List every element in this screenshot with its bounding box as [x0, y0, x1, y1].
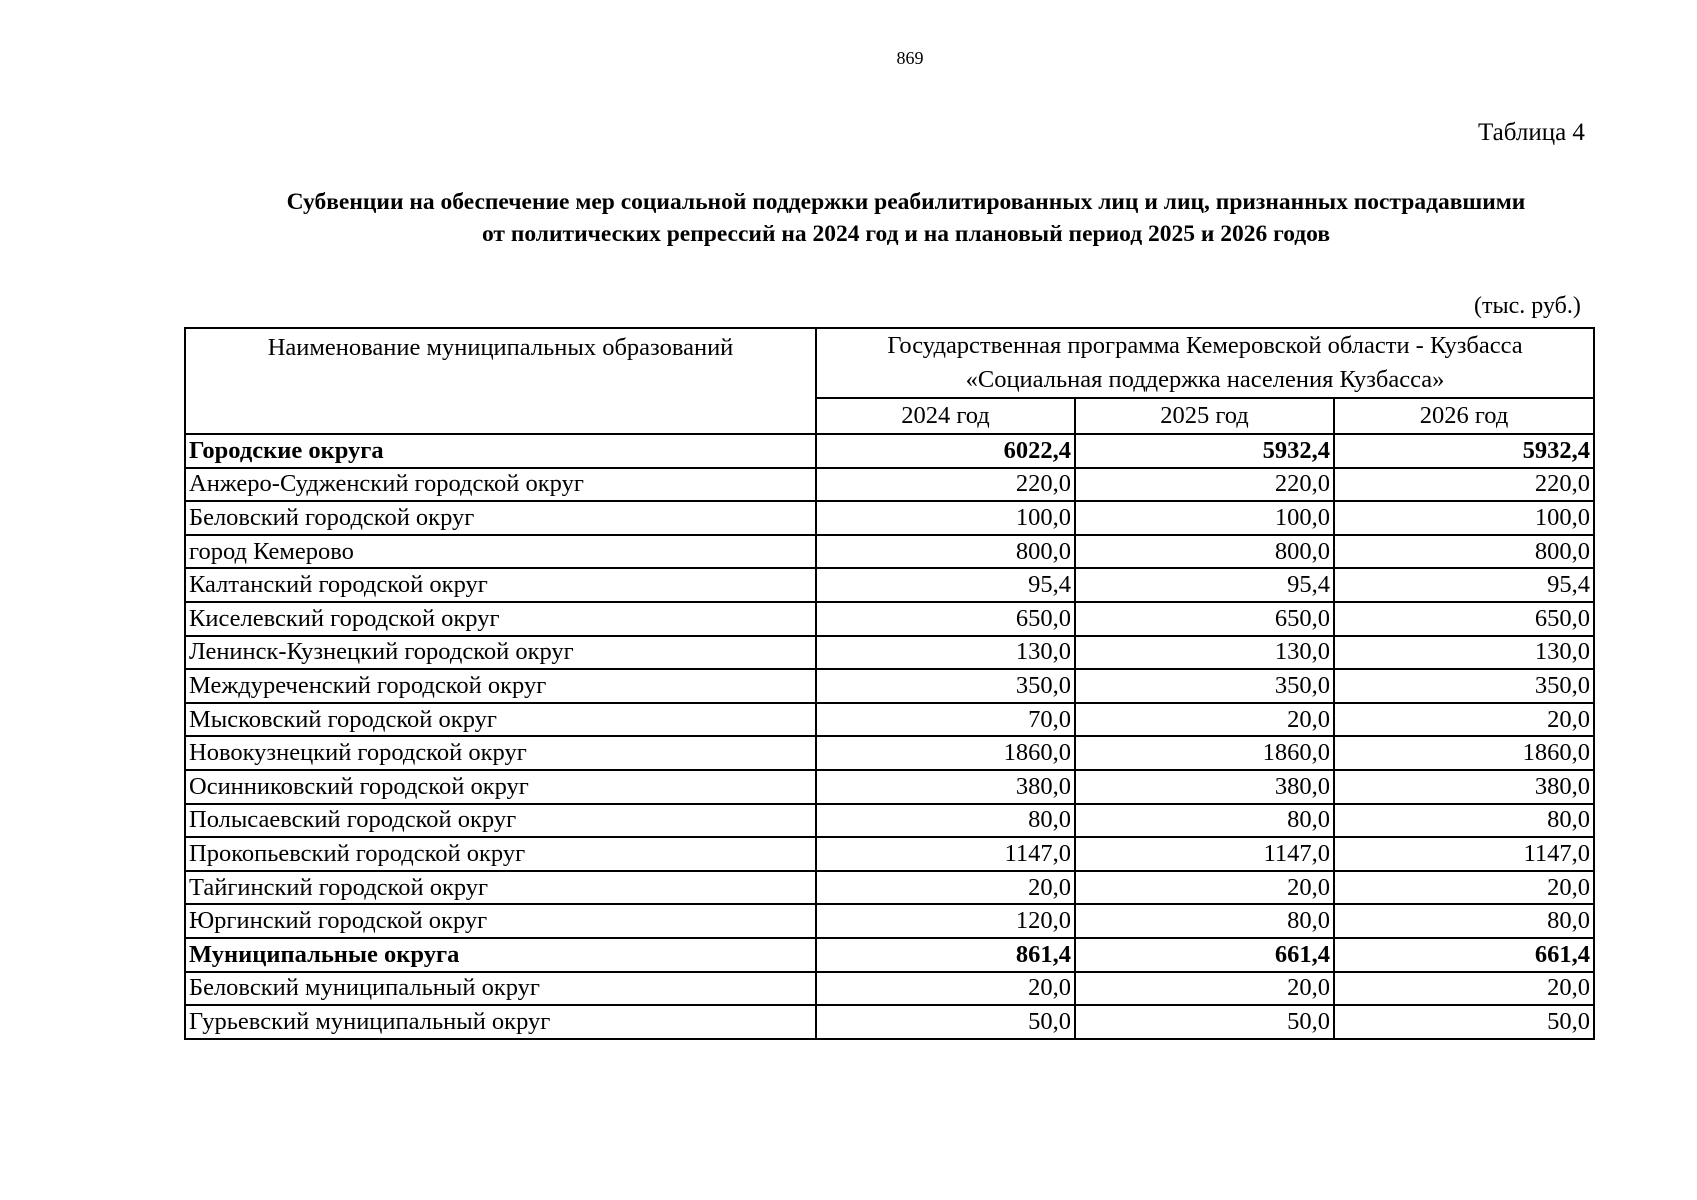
table-body [185, 434, 1594, 1039]
value-2024-cell: 1860,0 [816, 736, 1075, 770]
value-2024-cell: 861,4 [816, 938, 1075, 972]
value-2025-cell: 800,0 [1075, 535, 1334, 569]
value-2025-cell: 350,0 [1075, 669, 1334, 703]
value-2024-cell: 1147,0 [816, 837, 1075, 871]
value-2024-cell: 80,0 [816, 804, 1075, 838]
value-2025-cell: 20,0 [1075, 703, 1334, 737]
table-row [185, 871, 1594, 905]
document-title [180, 186, 1632, 250]
municipality-name-cell: Анжеро-Судженский городской округ [185, 468, 816, 502]
value-2026-cell: 5932,4 [1334, 434, 1594, 468]
value-2024-cell: 70,0 [816, 703, 1075, 737]
value-2024-cell: 130,0 [816, 636, 1075, 670]
value-2025-cell: 380,0 [1075, 770, 1334, 804]
municipality-name-cell: Беловский городской округ [185, 501, 816, 535]
municipality-name-cell: Ленинск-Кузнецкий городской округ [185, 636, 816, 670]
value-2024-cell: 100,0 [816, 501, 1075, 535]
value-2026-cell: 95,4 [1334, 568, 1594, 602]
table-row [185, 501, 1594, 535]
table-group-row [185, 434, 1594, 468]
table-row [185, 904, 1594, 938]
header-municipality-name: Наименование муниципальных образований [185, 328, 816, 434]
table-row [185, 770, 1594, 804]
table-row [185, 972, 1594, 1006]
value-2025-cell: 80,0 [1075, 804, 1334, 838]
value-2026-cell: 380,0 [1334, 770, 1594, 804]
table-row [185, 837, 1594, 871]
table-group-row [185, 938, 1594, 972]
value-2026-cell: 650,0 [1334, 602, 1594, 636]
table-row [185, 535, 1594, 569]
title-line-2: от политических репрессий на 2024 год и на плановый период 2025 и 2026 годов [481, 221, 1331, 247]
value-2025-cell: 50,0 [1075, 1005, 1334, 1039]
value-2026-cell: 20,0 [1334, 703, 1594, 737]
header-program [816, 328, 1594, 398]
value-2024-cell: 380,0 [816, 770, 1075, 804]
value-2026-cell: 220,0 [1334, 468, 1594, 502]
municipality-name-cell: Осинниковский городской округ [185, 770, 816, 804]
page-number: 869 [896, 48, 924, 68]
value-2024-cell: 220,0 [816, 468, 1075, 502]
value-2026-cell: 80,0 [1334, 804, 1594, 838]
value-2026-cell: 1860,0 [1334, 736, 1594, 770]
municipality-name-cell: Междуреченский городской округ [185, 669, 816, 703]
table-row [185, 736, 1594, 770]
value-2024-cell: 50,0 [816, 1005, 1075, 1039]
value-2026-cell: 50,0 [1334, 1005, 1594, 1039]
table-header-row [185, 328, 1594, 398]
value-2025-cell: 661,4 [1075, 938, 1334, 972]
table-row [185, 468, 1594, 502]
value-2024-cell: 120,0 [816, 904, 1075, 938]
table-row [185, 669, 1594, 703]
value-2025-cell: 130,0 [1075, 636, 1334, 670]
municipality-name-cell: город Кемерово [185, 535, 816, 569]
header-program-line-1: Государственная программа Кемеровской области - Кузбасса [887, 332, 1523, 359]
value-2025-cell: 80,0 [1075, 904, 1334, 938]
table-row [185, 602, 1594, 636]
value-2026-cell: 661,4 [1334, 938, 1594, 972]
value-2025-cell: 95,4 [1075, 568, 1334, 602]
table-row [185, 804, 1594, 838]
municipality-name-cell: Гурьевский муниципальный округ [185, 1005, 816, 1039]
header-year-2024: 2024 год [816, 398, 1075, 434]
table-row [185, 1005, 1594, 1039]
value-2026-cell: 800,0 [1334, 535, 1594, 569]
header-year-2025: 2025 год [1075, 398, 1334, 434]
municipality-name-cell: Беловский муниципальный округ [185, 972, 816, 1006]
value-2026-cell: 20,0 [1334, 871, 1594, 905]
table-row [185, 568, 1594, 602]
value-2024-cell: 6022,4 [816, 434, 1075, 468]
municipality-name-cell: Мысковский городской округ [185, 703, 816, 737]
value-2026-cell: 130,0 [1334, 636, 1594, 670]
value-2025-cell: 1860,0 [1075, 736, 1334, 770]
value-2024-cell: 95,4 [816, 568, 1075, 602]
municipality-name-cell: Калтанский городской округ [185, 568, 816, 602]
table-label: Таблица 4 [1478, 119, 1585, 146]
value-2024-cell: 20,0 [816, 972, 1075, 1006]
value-2025-cell: 20,0 [1075, 871, 1334, 905]
municipality-name-cell: Новокузнецкий городской округ [185, 736, 816, 770]
value-2025-cell: 220,0 [1075, 468, 1334, 502]
value-2026-cell: 80,0 [1334, 904, 1594, 938]
value-2026-cell: 1147,0 [1334, 837, 1594, 871]
municipality-name-cell: Тайгинский городской округ [185, 871, 816, 905]
value-2025-cell: 100,0 [1075, 501, 1334, 535]
municipality-name-cell: Городские округа [185, 434, 816, 468]
municipality-name-cell: Муниципальные округа [185, 938, 816, 972]
value-2024-cell: 800,0 [816, 535, 1075, 569]
units-label: (тыс. руб.) [1474, 293, 1581, 319]
value-2025-cell: 1147,0 [1075, 837, 1334, 871]
header-year-2026: 2026 год [1334, 398, 1594, 434]
value-2024-cell: 650,0 [816, 602, 1075, 636]
header-program-line-2: «Социальная поддержка населения Кузбасса» [965, 366, 1445, 393]
table-row [185, 703, 1594, 737]
title-line-1: Субвенции на обеспечение мер социальной поддержки реабилитированных лиц и лиц, признанных пострадавшими [286, 189, 1526, 215]
value-2024-cell: 20,0 [816, 871, 1075, 905]
municipality-name-cell: Киселевский городской округ [185, 602, 816, 636]
municipality-name-cell: Полысаевский городской округ [185, 804, 816, 838]
subventions-table [184, 327, 1595, 1040]
value-2026-cell: 350,0 [1334, 669, 1594, 703]
value-2025-cell: 650,0 [1075, 602, 1334, 636]
value-2025-cell: 20,0 [1075, 972, 1334, 1006]
value-2026-cell: 20,0 [1334, 972, 1594, 1006]
municipality-name-cell: Юргинский городской округ [185, 904, 816, 938]
value-2026-cell: 100,0 [1334, 501, 1594, 535]
value-2025-cell: 5932,4 [1075, 434, 1334, 468]
municipality-name-cell: Прокопьевский городской округ [185, 837, 816, 871]
value-2024-cell: 350,0 [816, 669, 1075, 703]
table-row [185, 636, 1594, 670]
